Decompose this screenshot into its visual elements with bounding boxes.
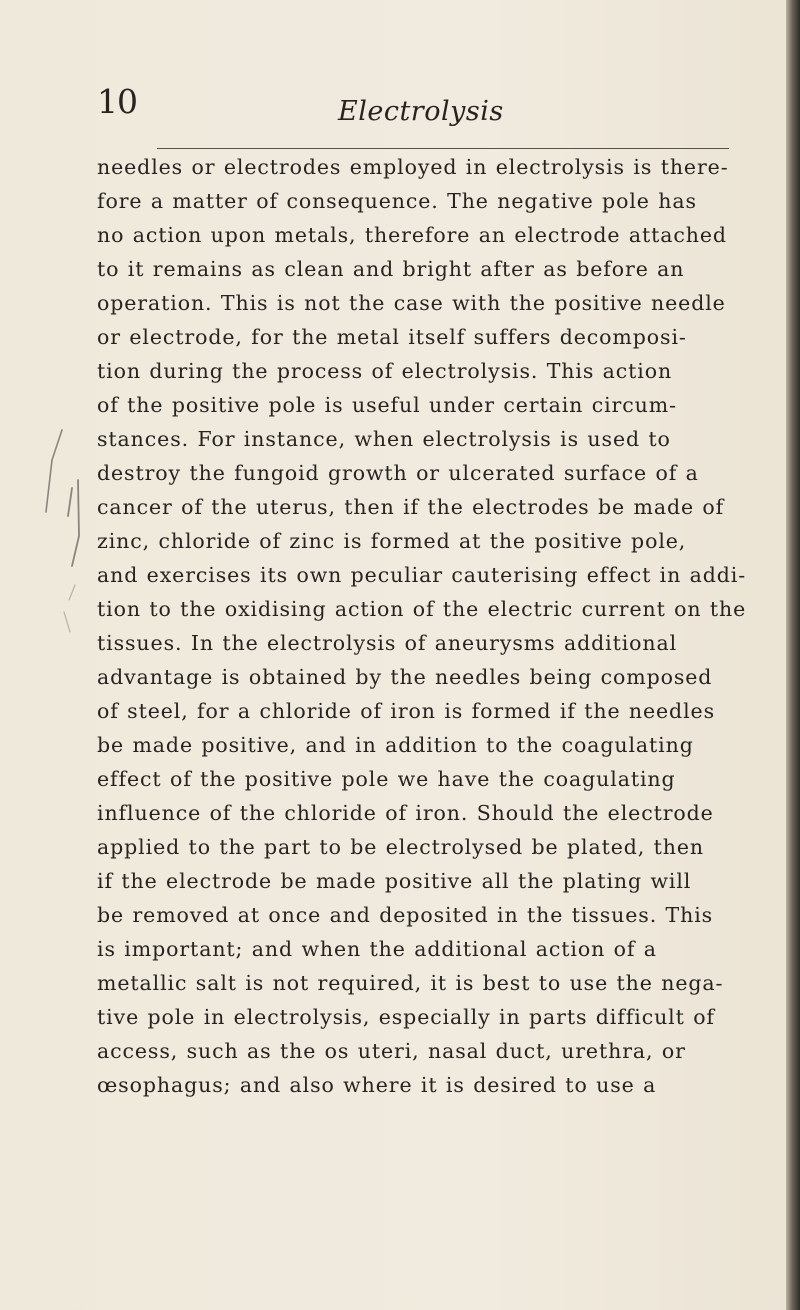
text-line: to it remains as clean and bright after as before an (97, 257, 685, 281)
text-line: tive pole in electrolysis, especially in parts difficult of (97, 1005, 715, 1029)
text-line: is important; and when the additional action of a (97, 937, 657, 961)
text-line: be made positive, and in addition to the coagulating (97, 733, 694, 757)
text-line: stances. For instance, when electrolysis is used to (97, 427, 671, 451)
text-line: operation. This is not the case with the positive needle (97, 291, 726, 315)
text-line: tion during the process of electrolysis. This action (97, 359, 673, 383)
text-line: metallic salt is not required, it is best to use the nega- (97, 971, 724, 995)
page-number: 10 (97, 82, 137, 121)
text-line: be removed at once and deposited in the tissues. This (97, 903, 714, 927)
text-line: no action upon metals, therefore an electrode attached (97, 223, 727, 247)
text-line: œsophagus; and also where it is desired to use a (97, 1073, 657, 1097)
text-line: effect of the positive pole we have the coagulating (97, 767, 676, 791)
text-line: of steel, for a chloride of iron is formed if the needles (97, 699, 715, 723)
text-line: needles or electrodes employed in electrolysis is there- (97, 155, 729, 179)
text-line: applied to the part to be electrolysed be plated, then (97, 835, 704, 859)
text-line: zinc, chloride of zinc is formed at the positive pole, (97, 529, 687, 553)
text-line: tion to the oxidising action of the electric current on the (97, 597, 747, 621)
text-line: access, such as the os uteri, nasal duct, urethra, or (97, 1039, 686, 1063)
text-line: of the positive pole is useful under certain circum- (97, 393, 677, 417)
header-rule (157, 148, 729, 149)
page-edge-shadow (786, 0, 800, 1310)
text-line: advantage is obtained by the needles being composed (97, 665, 713, 689)
body-text (97, 150, 747, 1102)
text-line: or electrode, for the metal itself suffers decomposi- (97, 325, 687, 349)
text-line: fore a matter of consequence. The negative pole has (97, 189, 697, 213)
text-line: and exercises its own peculiar cauterising effect in addi- (97, 563, 747, 587)
text-line: destroy the fungoid growth or ulcerated surface of a (97, 461, 699, 485)
text-line: cancer of the uterus, then if the electrodes be made of (97, 495, 725, 519)
text-line: tissues. In the electrolysis of aneurysms additional (97, 631, 678, 655)
running-head: Electrolysis (338, 96, 504, 127)
text-line: if the electrode be made positive all the plating will (97, 869, 692, 893)
text-line: influence of the chloride of iron. Should the electrode (97, 801, 714, 825)
